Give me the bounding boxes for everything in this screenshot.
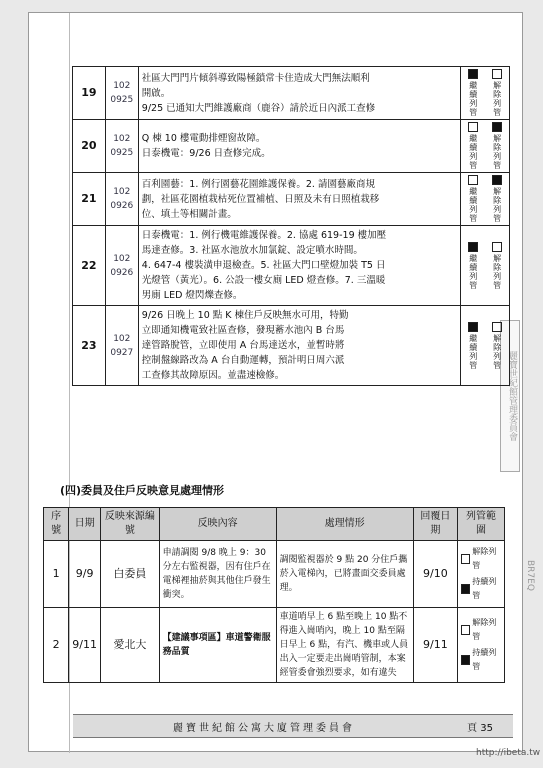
scope-label: 解除列管 xyxy=(472,547,497,570)
feedback-table xyxy=(43,507,505,683)
row-date-day: 0925 xyxy=(110,148,134,158)
checkbox-remove[interactable] xyxy=(492,122,502,132)
content-line: 百利園藝：1. 例行園藝花園維護保養。2. 請園藝廠商規 xyxy=(141,178,375,190)
row-date xyxy=(105,226,138,306)
content-line: 4. 647-4 樓裝潢申退檢查。5. 社區大門口壁燈加裝 T5 日 xyxy=(141,260,386,271)
row-date xyxy=(105,67,138,120)
column-header: 反映來源編號 xyxy=(101,508,160,541)
cell-seq: 1 xyxy=(44,541,69,608)
row-date xyxy=(105,173,138,226)
table-row xyxy=(73,306,510,386)
cell-seq: 2 xyxy=(44,608,69,683)
table-row xyxy=(73,226,510,306)
cell-content: 【建議事項區】車道警衛服務品質 xyxy=(159,608,276,683)
feedback-row xyxy=(44,541,505,608)
row-status xyxy=(461,306,510,386)
scope-option[interactable] xyxy=(461,616,501,644)
scope-label: 持續列管 xyxy=(472,648,497,671)
content-line: 9/26 日晚上 10 點 K 棟住戶反映無水可用，特勤 xyxy=(141,310,349,321)
row-content xyxy=(138,67,461,120)
footer-org-name: 麗寶世紀館公寓大廈管理委員會 xyxy=(173,723,355,734)
content-line: 劃，社區花園植栽枯死位置補植、日照及未有日照植栽移 xyxy=(141,193,380,205)
row-content xyxy=(138,173,461,226)
row-date-year: 102 xyxy=(113,81,131,91)
status-option-remove[interactable]: 解 除 列 管 xyxy=(492,122,502,170)
status-option-continue[interactable]: 繼 續 列 管 xyxy=(468,322,478,370)
side-mark: BR7EQ xyxy=(525,560,535,591)
checkbox-continue[interactable] xyxy=(468,322,478,332)
checkbox-remove[interactable] xyxy=(492,242,502,252)
table-row xyxy=(73,173,510,226)
row-date-day: 0926 xyxy=(110,267,134,278)
checkbox-continue[interactable] xyxy=(468,122,478,132)
table-row xyxy=(73,120,510,173)
row-number: 23 xyxy=(73,306,106,386)
cell-source: 愛北大 xyxy=(101,608,160,683)
row-content xyxy=(138,120,461,173)
row-status xyxy=(461,226,510,306)
row-number: 19 xyxy=(73,67,106,120)
status-option-continue[interactable]: 繼 續 列 管 xyxy=(468,242,478,290)
cell-date: 9/11 xyxy=(69,608,101,683)
row-number: 21 xyxy=(73,173,106,226)
content-line: 開啟。 xyxy=(141,87,171,99)
checkbox-remove[interactable] xyxy=(492,322,502,332)
column-header: 處理情形 xyxy=(276,508,413,541)
row-status xyxy=(461,173,510,226)
row-date-day: 0927 xyxy=(110,347,134,358)
cell-date: 9/9 xyxy=(69,541,101,608)
content-line: 9/25 已通知大門維護廠商（鹿谷）請於近日內派工查修 xyxy=(141,102,376,114)
row-date-day: 0926 xyxy=(110,201,134,211)
cell-scope xyxy=(458,541,505,608)
scope-option[interactable] xyxy=(461,646,501,674)
scope-option[interactable] xyxy=(461,545,501,573)
section-title: (四)委員及住戶反映意見處理情形 xyxy=(60,484,225,497)
watermark: http://ibeta.tw xyxy=(476,748,541,758)
status-option-continue[interactable]: 繼 續 列 管 xyxy=(468,175,478,223)
content-line: 位、填土等相關計畫。 xyxy=(141,208,237,220)
scope-label: 解除列管 xyxy=(472,618,497,641)
status-option-remove[interactable]: 解 除 列 管 xyxy=(492,175,502,223)
column-header: 序號 xyxy=(44,508,69,541)
official-stamp: 麗寶世紀館管理委員會 xyxy=(500,320,520,472)
status-option-remove[interactable]: 解 除 列 管 xyxy=(492,322,502,370)
page-number: 頁 35 xyxy=(467,723,493,734)
status-options xyxy=(461,175,509,223)
content-line: 光燈管（黃光）。6. 公設一樓女廁 LED 燈查修。7. 三溫暖 xyxy=(141,275,386,286)
row-number: 20 xyxy=(73,120,106,173)
cell-content: 申請調閱 9/8 晚上 9：30 分左右監視器，因有住戶在電梯裡抽菸與其他住戶發生衝突。 xyxy=(159,541,276,608)
status-option-remove[interactable]: 解 除 列 管 xyxy=(492,69,502,117)
scope-option[interactable] xyxy=(461,575,501,603)
row-date xyxy=(105,120,138,173)
cell-reply: 9/10 xyxy=(413,541,457,608)
feedback-row xyxy=(44,608,505,683)
cell-scope xyxy=(458,608,505,683)
row-date-year: 102 xyxy=(113,333,131,344)
scope-label: 持續列管 xyxy=(472,577,497,600)
column-header: 列管範圍 xyxy=(458,508,505,541)
checkbox[interactable] xyxy=(461,554,470,564)
content-line: 馬達查修。3. 社區水池放水加氯錠、設定噴水時間。 xyxy=(141,245,363,256)
content-line: 日泰機電：9/26 日查修完成。 xyxy=(141,148,271,159)
column-header: 日期 xyxy=(69,508,101,541)
checkbox[interactable] xyxy=(461,655,470,665)
progress-table xyxy=(72,66,510,386)
checkbox-continue[interactable] xyxy=(468,69,478,79)
checkbox-continue[interactable] xyxy=(468,242,478,252)
content-line: 立即通知機電致社區查修，發現蓄水池內 B 台馬 xyxy=(141,325,345,336)
row-content xyxy=(138,306,461,386)
cell-handling: 車道哨早上 6 點至晚上 10 點不得進入崗哨內，晚上 10 點至隔日早上 6 點，有汽、機車或人員出入一定要走出崗哨管制，本案經管委會強烈要求，如有違失 xyxy=(276,608,413,683)
row-date-year: 102 xyxy=(113,134,131,144)
table-row xyxy=(73,67,510,120)
cell-handling: 調閱監視器於 9 點 20 分住戶攜菸入電梯內，已將畫面交委員處理。 xyxy=(276,541,413,608)
status-option-remove[interactable]: 解 除 列 管 xyxy=(492,242,502,290)
status-option-continue[interactable]: 繼 續 列 管 xyxy=(468,69,478,117)
content-line: 達管路脫管，立即使用 A 台馬達送水，並暫時將 xyxy=(141,340,345,351)
column-header: 回覆日期 xyxy=(413,508,457,541)
checkbox-continue[interactable] xyxy=(468,175,478,185)
row-date-year: 102 xyxy=(113,253,131,264)
row-content xyxy=(138,226,461,306)
page-footer xyxy=(73,714,513,738)
content-line: 男廁 LED 燈閃爍查修。 xyxy=(141,290,243,301)
cell-source: 白委員 xyxy=(101,541,160,608)
checkbox-remove[interactable] xyxy=(492,175,502,185)
status-options xyxy=(461,322,509,370)
checkbox-remove[interactable] xyxy=(492,69,502,79)
row-status xyxy=(461,67,510,120)
status-options xyxy=(461,69,509,117)
row-date-year: 102 xyxy=(113,187,131,197)
row-date-day: 0925 xyxy=(110,95,134,105)
content-line: 日泰機電：1. 例行機電維護保養。2. 協處 619-19 樓加壓 xyxy=(141,230,387,241)
row-date xyxy=(105,306,138,386)
status-options xyxy=(461,242,509,290)
row-number: 22 xyxy=(73,226,106,306)
status-options xyxy=(461,122,509,170)
status-option-continue[interactable]: 繼 續 列 管 xyxy=(468,122,478,170)
row-status xyxy=(461,120,510,173)
checkbox[interactable] xyxy=(461,625,470,635)
checkbox[interactable] xyxy=(461,584,470,594)
cell-reply: 9/11 xyxy=(413,608,457,683)
column-header: 反映內容 xyxy=(159,508,276,541)
content-line: 社區大門門片傾斜導致陽極鎖常卡住造成大門無法順利 xyxy=(141,72,370,84)
content-line: 控制盤線路改為 A 台自動運轉，預計明日周六派 xyxy=(141,355,345,366)
content-line: 工查修其故障原因。並盡速檢修。 xyxy=(141,370,285,381)
content-line: Q 棟 10 樓電動排煙窗故障。 xyxy=(141,133,266,144)
